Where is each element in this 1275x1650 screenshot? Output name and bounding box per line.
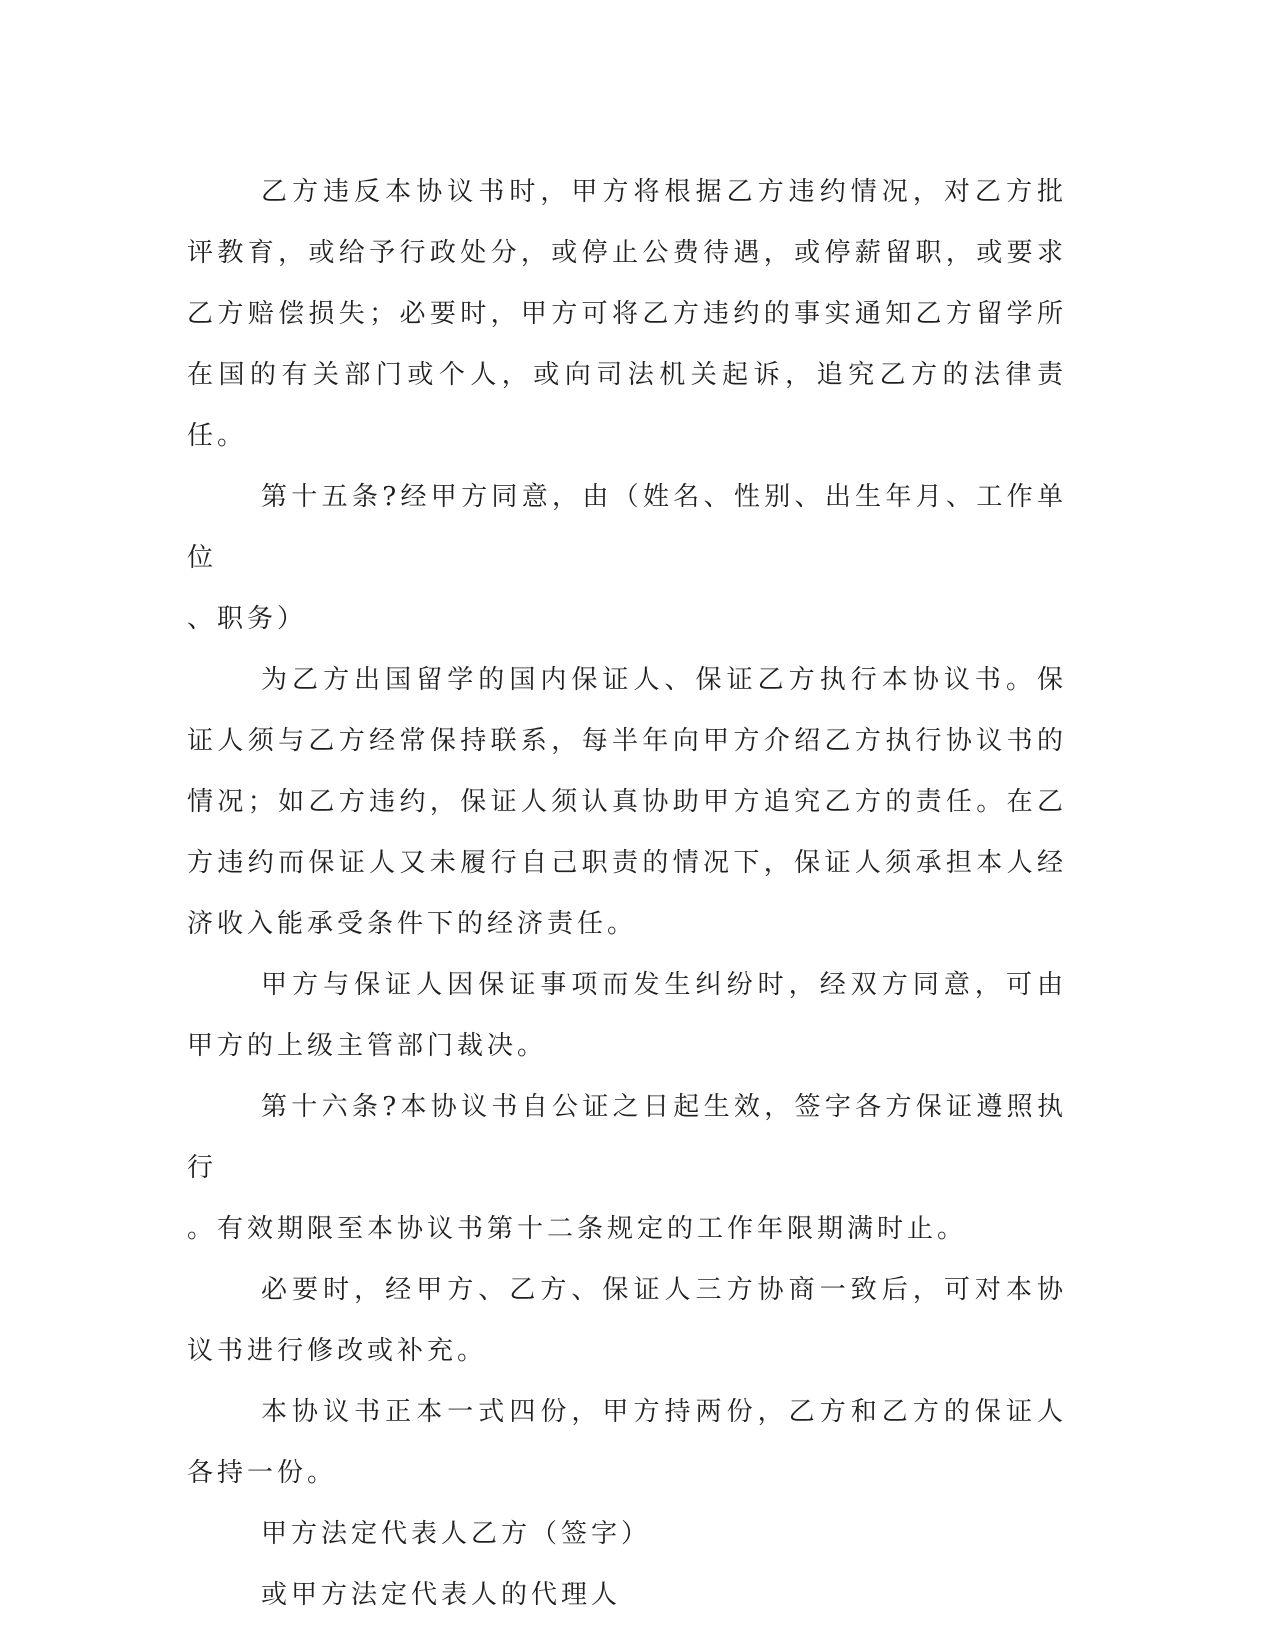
paragraph-breach-liability: 乙方违反本协议书时，甲方将根据乙方违约情况，对乙方批评教育，或给予行政处分，或停止公费待遇，或停薪留职，或要求乙方赔偿损失；必要时，甲方可将乙方违约的事实通知乙方留学所在国的有关部门或个人，或向司法机关起诉，追究乙方的法律责任。 (187, 177, 1067, 451)
paragraph-article-15: 第十五条?经甲方同意，由（姓名、性别、出生年月、工作单位 (187, 482, 1067, 573)
paragraph-article-15-continued: 、职务） (187, 604, 308, 634)
document-body (187, 162, 1067, 1626)
signature-line-agent: 或甲方法定代表人的代理人 (261, 1580, 622, 1610)
paragraph-guarantor-duties: 为乙方出国留学的国内保证人、保证乙方执行本协议书。保证人须与乙方经常保持联系，每半年向甲方介绍乙方执行协议书的情况；如乙方违约，保证人须认真协助甲方追究乙方的责任。在乙方违约而保证人又未履行自己职责的情况下，保证人须承担本人经济收入能承受条件下的经济责任。 (187, 665, 1067, 939)
paragraph-amendment: 必要时，经甲方、乙方、保证人三方协商一致后，可对本协议书进行修改或补充。 (187, 1275, 1067, 1366)
paragraph-article-16-continued: 。有效期限至本协议书第十二条规定的工作年限期满时止。 (187, 1214, 968, 1244)
signature-line-party-a: 甲方法定代表人乙方（签字） (261, 1519, 652, 1549)
paragraph-article-16: 第十六条?本协议书自公证之日起生效，签字各方保证遵照执行 (187, 1092, 1067, 1183)
paragraph-dispute-resolution: 甲方与保证人因保证事项而发生纠纷时，经双方同意，可由甲方的上级主管部门裁决。 (187, 970, 1067, 1061)
paragraph-copies: 本协议书正本一式四份，甲方持两份，乙方和乙方的保证人各持一份。 (187, 1397, 1067, 1488)
